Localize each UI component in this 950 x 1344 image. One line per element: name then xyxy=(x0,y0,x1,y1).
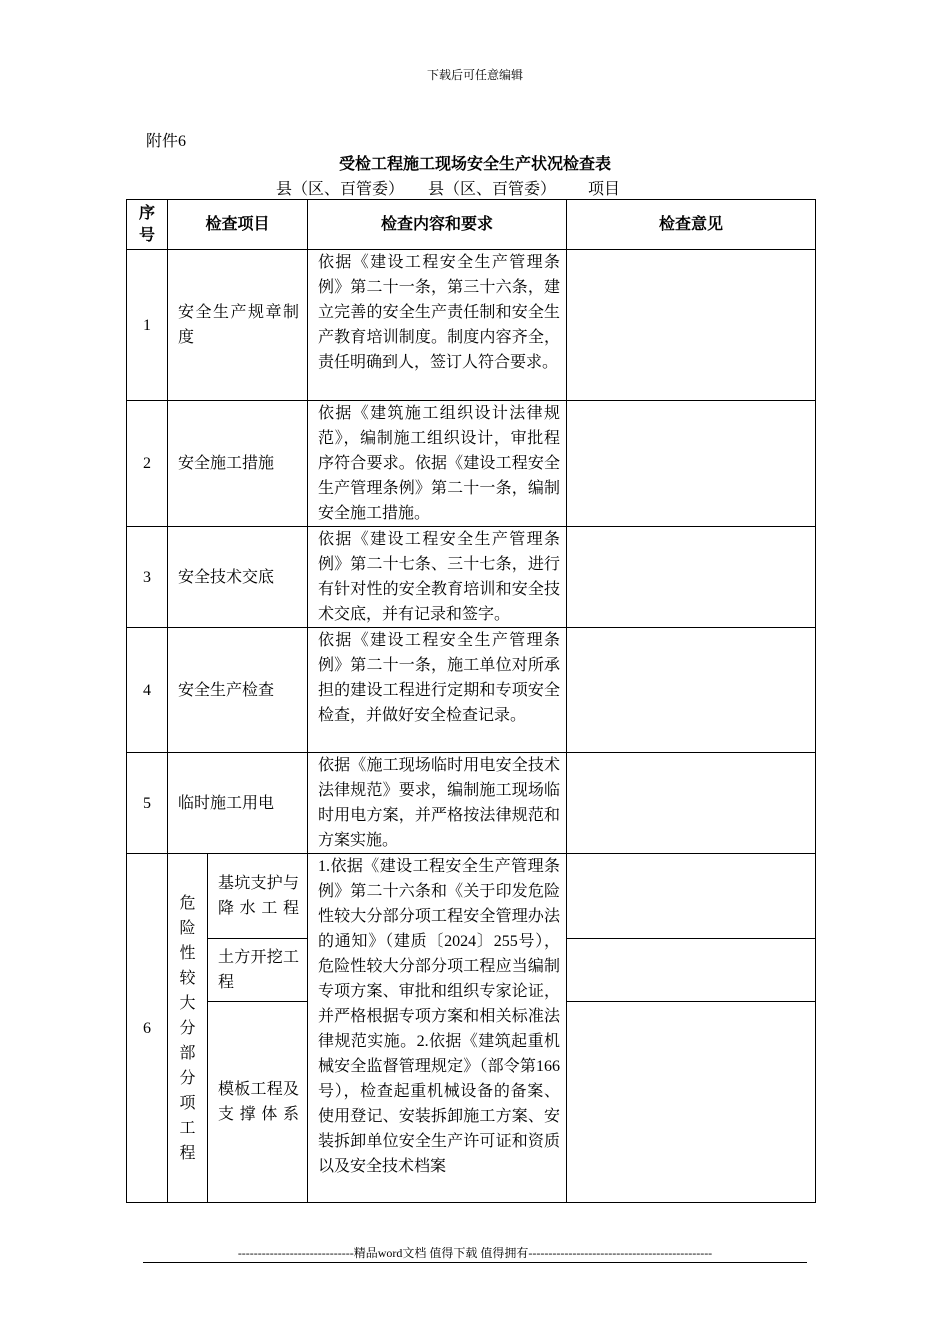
header-note: 下载后可任意编辑 xyxy=(426,68,523,82)
row-number: 2 xyxy=(127,401,168,527)
row-number: 4 xyxy=(127,628,168,753)
opinion-cell[interactable] xyxy=(567,401,816,527)
check-content: 依据《建设工程安全生产管理条例》第二十一条，施工单位对所承担的建设工程进行定期和专项安全检查，并做好安全检查记录。 xyxy=(308,628,567,753)
category-label: 危险性较大分部分项工程 xyxy=(179,894,196,1162)
table-row xyxy=(127,401,816,527)
table-header-row xyxy=(127,200,816,250)
table-row xyxy=(127,250,816,401)
check-content: 1.依据《建设工程安全生产管理条例》第二十六条和《关于印发危险性较大分部分项工程安全管理办法的通知》（建质〔2024〕255号），危险性较大分部分项工程应当编制专项方案、审批和组织专家论证，并严格根据专项方案和相关标准法律规范实施。2.依据《建筑起重机械安全监督管理规定》（部令第166号），检查起重机械设备的备案、使用登记、安装拆卸施工方案、安装拆卸单位安全生产许可证和资质以及安全技术档案 xyxy=(308,854,567,1203)
table-row xyxy=(127,527,816,628)
attachment-label: 附件6 xyxy=(146,133,187,150)
check-content: 依据《建设工程安全生产管理条例》第二十一条，第三十六条，建立完善的安全生产责任制和安全生产教育培训制度。制度内容齐全，责任明确到人，签订人符合要求。 xyxy=(308,250,567,401)
row-number: 6 xyxy=(127,854,168,1203)
check-item: 安全技术交底 xyxy=(168,527,308,628)
sub-item: 模板工程及支撑体系 xyxy=(208,1002,308,1203)
opinion-cell[interactable] xyxy=(567,628,816,753)
table-row xyxy=(127,753,816,854)
check-content: 依据《建设工程安全生产管理条例》第二十七条、三十七条，进行有针对性的安全教育培训和安全技术交底，并有记录和签字。 xyxy=(308,527,567,628)
sub-item: 土方开挖工程 xyxy=(208,939,308,1002)
footer-divider xyxy=(143,1262,807,1263)
check-item: 安全施工措施 xyxy=(168,401,308,527)
header-seq: 序号 xyxy=(127,200,168,250)
document-subtitle: 县（区、百管委） 县（区、百管委） 项目 xyxy=(276,181,621,198)
category-cell xyxy=(168,854,208,1203)
document-title: 受检工程施工现场安全生产状况检查表 xyxy=(338,156,611,173)
footer-text: -----------------------------精品word文档 值得下载 值得拥有---------------------------------------------- xyxy=(237,1246,713,1260)
check-content: 依据《施工现场临时用电安全技术法律规范》要求，编制施工现场临时用电方案，并严格按法律规范和方案实施。 xyxy=(308,753,567,854)
check-item: 临时施工用电 xyxy=(168,753,308,854)
opinion-cell[interactable] xyxy=(567,250,816,401)
opinion-cell[interactable] xyxy=(567,1002,816,1203)
opinion-cell[interactable] xyxy=(567,527,816,628)
table-row xyxy=(127,628,816,753)
opinion-cell[interactable] xyxy=(567,939,816,1002)
header-opinion: 检查意见 xyxy=(567,200,816,250)
row-number: 1 xyxy=(127,250,168,401)
check-content: 依据《建筑施工组织设计法律规范》，编制施工组织设计，审批程序符合要求。依据《建设工程安全生产管理条例》第二十一条，编制安全施工措施。 xyxy=(308,401,567,527)
check-item: 安全生产检查 xyxy=(168,628,308,753)
inspection-table xyxy=(126,199,816,1203)
table-row-6a xyxy=(127,854,816,939)
sub-item: 基坑支护与降水工程 xyxy=(208,854,308,939)
opinion-cell[interactable] xyxy=(567,753,816,854)
row-number: 5 xyxy=(127,753,168,854)
header-item: 检查项目 xyxy=(168,200,308,250)
check-item: 安全生产规章制度 xyxy=(168,250,308,401)
opinion-cell[interactable] xyxy=(567,854,816,939)
row-number: 3 xyxy=(127,527,168,628)
header-content: 检查内容和要求 xyxy=(308,200,567,250)
